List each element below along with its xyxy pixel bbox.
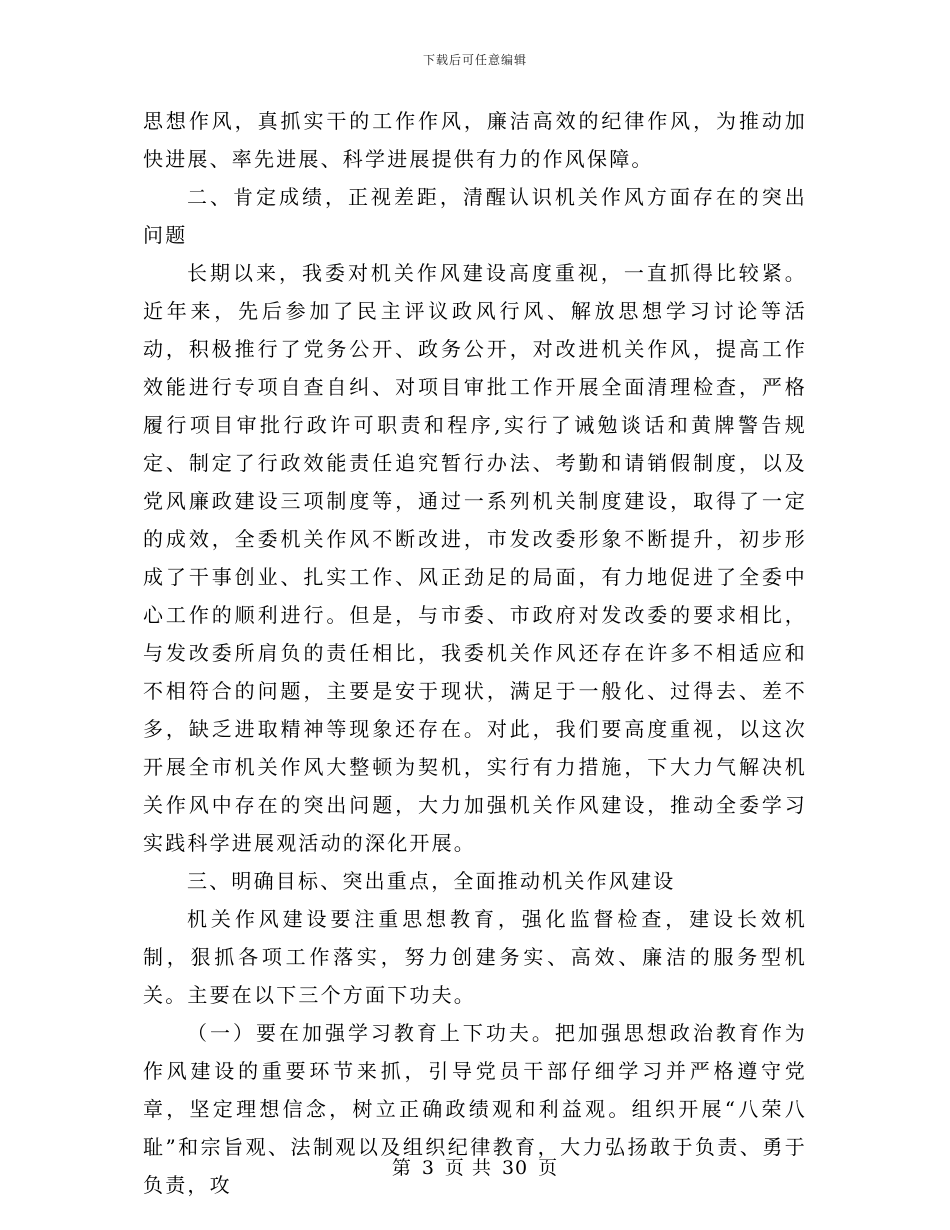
page-header: 下载后可任意编辑 <box>422 53 527 67</box>
footer-total-pages: 30 <box>501 1157 529 1179</box>
document-body <box>143 102 807 1204</box>
footer-prefix: 第 <box>391 1157 412 1179</box>
section-heading-two: 二、肯定成绩，正视差距，清醒认识机关作风方面存在的突出问题 <box>143 185 807 247</box>
footer-page-number: 3 <box>421 1157 435 1179</box>
footer-middle: 页 共 <box>444 1157 492 1179</box>
paragraph-item-one: （一）要在加强学习教育上下功夫。把加强思想政治教育作为作风建设的重要环节来抓，引导党员干部仔细学习并严格遵守党章，坚定理想信念，树立正确政绩观和利益观。组织开展“八荣八耻”和宗旨观、法制观以及组织纪律教育，大力弘扬敢于负责、勇于负责，攻 <box>143 1021 807 1197</box>
paragraph-continuation: 思想作风，真抓实干的工作作风，廉洁高效的纪律作风，为推动加快进展、率先进展、科学进展提供有力的作风保障。 <box>143 109 807 171</box>
paragraph-goals: 机关作风建设要注重思想教育，强化监督检查，建设长效机制，狠抓各项工作落实，努力创建务实、高效、廉洁的服务型机关。主要在以下三个方面下功夫。 <box>143 907 807 1007</box>
section-heading-three: 三、明确目标、突出重点，全面推动机关作风建设 <box>187 869 676 893</box>
page-footer <box>0 1153 950 1180</box>
footer-suffix: 页 <box>538 1157 559 1179</box>
paragraph-achievements: 长期以来，我委对机关作风建设高度重视，一直抓得比较紧。近年来，先后参加了民主评议政风行风、解放思想学习讨论等活动，积极推行了党务公开、政务公开，对改进机关作风，提高工作效能进行专项自查自纠、对项目审批工作开展全面清理检查，严格履行项目审批行政许可职责和程序,实行了诫勉谈话和黄牌警告规定、制定了行政效能责任追究暂行办法、考勤和请销假制度，以及党风廉政建设三项制度等，通过一系列机关制度建设，取得了一定的成效，全委机关作风不断改进，市发改委形象不断提升，初步形成了干事创业、扎实工作、风正劲足的局面，有力地促进了全委中心工作的顺利进行。但是，与市委、市政府对发改委的要求相比，与发改委所肩负的责任相比，我委机关作风还存在许多不相适应和不相符合的问题，主要是安于现状，满足于一般化、过得去、差不多，缺乏进取精神等现象还存在。对此，我们要高度重视，以这次开展全市机关作风大整顿为契机，实行有力措施，下大力气解决机关作风中存在的突出问题，大力加强机关作风建设，推动全委学习实践科学进展观活动的深化开展。 <box>143 261 807 855</box>
